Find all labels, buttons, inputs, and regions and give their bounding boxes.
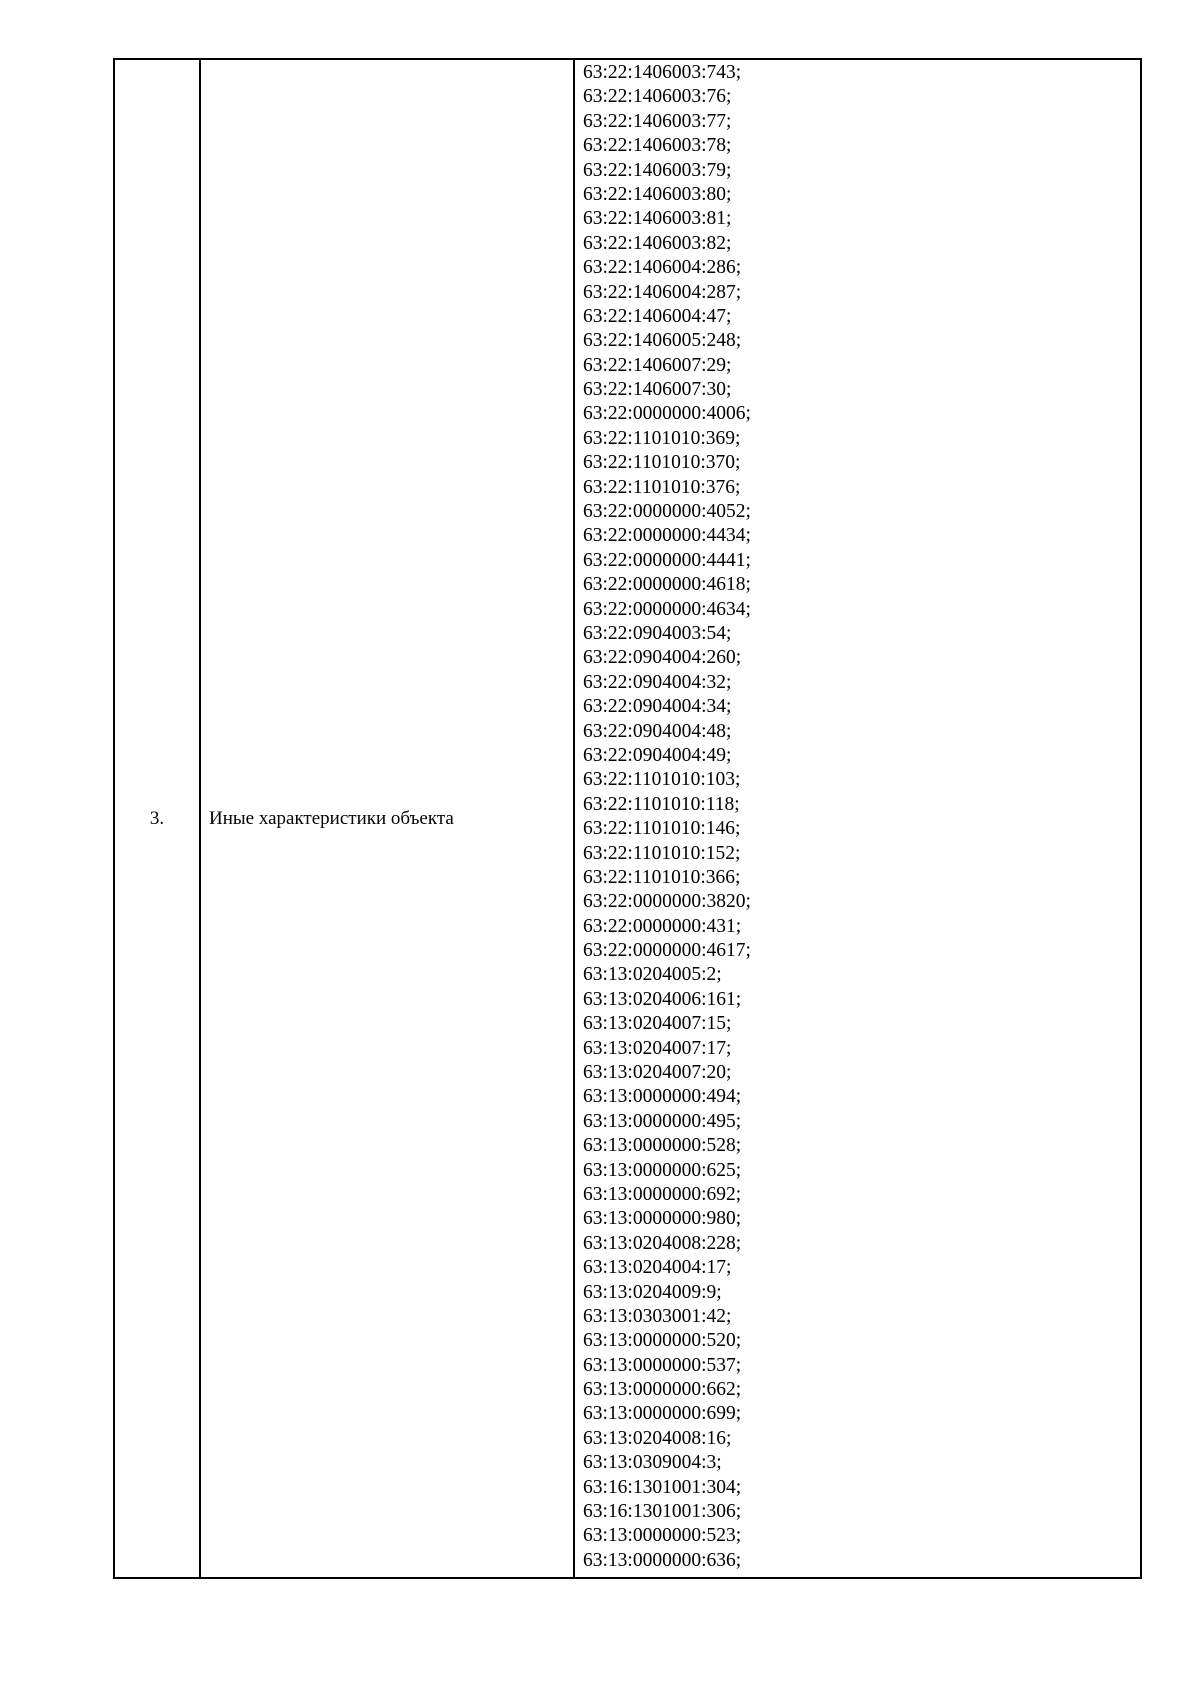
cadastral-number: 63:22:0904004:49; bbox=[583, 744, 732, 766]
cadastral-number: 63:13:0309004:3; bbox=[583, 1452, 722, 1474]
cadastral-number: 63:22:0904003:54; bbox=[583, 622, 732, 644]
cadastral-number: 63:22:1101010:103; bbox=[583, 769, 741, 791]
cadastral-number: 63:13:0000000:699; bbox=[583, 1403, 742, 1425]
cadastral-number: 63:22:1406003:76; bbox=[583, 86, 732, 108]
row-label: Иные характеристики объекта bbox=[209, 807, 454, 829]
cadastral-number: 63:22:1406007:30; bbox=[583, 379, 732, 401]
cadastral-number: 63:22:0000000:4052; bbox=[583, 501, 751, 523]
cadastral-number: 63:13:0303001:42; bbox=[583, 1305, 732, 1327]
cadastral-number: 63:16:1301001:306; bbox=[583, 1501, 742, 1523]
cadastral-numbers-list bbox=[583, 61, 1140, 1573]
row-number-cell bbox=[115, 60, 201, 1577]
cadastral-number: 63:22:1101010:366; bbox=[583, 866, 741, 888]
cadastral-number: 63:22:1406005:248; bbox=[583, 330, 742, 352]
cadastral-number: 63:13:0000000:520; bbox=[583, 1330, 742, 1352]
cadastral-number: 63:22:1406004:47; bbox=[583, 305, 732, 327]
cadastral-number: 63:22:0000000:4441; bbox=[583, 549, 751, 571]
characteristics-table bbox=[113, 58, 1142, 1579]
cadastral-number: 63:22:0904004:32; bbox=[583, 671, 732, 693]
cadastral-number: 63:13:0000000:662; bbox=[583, 1379, 742, 1401]
cadastral-number: 63:13:0204006:161; bbox=[583, 988, 742, 1010]
cadastral-number: 63:13:0204007:17; bbox=[583, 1037, 732, 1059]
cadastral-number: 63:13:0204009:9; bbox=[583, 1281, 722, 1303]
cadastral-number: 63:22:1101010:118; bbox=[583, 793, 740, 815]
cadastral-number: 63:22:1101010:152; bbox=[583, 842, 741, 864]
cadastral-numbers-cell bbox=[575, 60, 1140, 1577]
cadastral-number: 63:22:0000000:431; bbox=[583, 915, 742, 937]
cadastral-number: 63:22:0000000:4634; bbox=[583, 598, 751, 620]
cadastral-number: 63:22:1406004:287; bbox=[583, 281, 742, 303]
cadastral-number: 63:22:1406003:82; bbox=[583, 232, 732, 254]
cadastral-number: 63:13:0204005:2; bbox=[583, 964, 722, 986]
cadastral-number: 63:22:1406003:81; bbox=[583, 208, 732, 230]
cadastral-number: 63:22:0000000:4618; bbox=[583, 574, 751, 596]
cadastral-number: 63:22:1101010:146; bbox=[583, 818, 741, 840]
cadastral-number: 63:22:1101010:376; bbox=[583, 476, 741, 498]
cadastral-number: 63:22:1406007:29; bbox=[583, 354, 732, 376]
cadastral-number: 63:22:0000000:4434; bbox=[583, 525, 751, 547]
cadastral-number: 63:13:0000000:495; bbox=[583, 1110, 742, 1132]
cadastral-number: 63:22:0000000:4006; bbox=[583, 403, 751, 425]
cadastral-number: 63:22:1406003:743; bbox=[583, 62, 742, 83]
cadastral-number: 63:22:0000000:4617; bbox=[583, 940, 751, 962]
cadastral-number: 63:16:1301001:304; bbox=[583, 1476, 742, 1498]
cadastral-number: 63:13:0204007:20; bbox=[583, 1062, 732, 1084]
cadastral-number: 63:22:0000000:3820; bbox=[583, 891, 751, 913]
cadastral-number: 63:22:0904004:260; bbox=[583, 647, 742, 669]
cadastral-number: 63:13:0000000:636; bbox=[583, 1549, 742, 1571]
cadastral-number: 63:13:0204007:15; bbox=[583, 1013, 732, 1035]
cadastral-number: 63:22:1406003:79; bbox=[583, 159, 732, 181]
cadastral-number: 63:22:0904004:34; bbox=[583, 696, 732, 718]
cadastral-number: 63:13:0204008:16; bbox=[583, 1427, 732, 1449]
cadastral-number: 63:13:0000000:494; bbox=[583, 1086, 742, 1108]
cadastral-number: 63:13:0204004:17; bbox=[583, 1257, 732, 1279]
cadastral-number: 63:13:0000000:528; bbox=[583, 1135, 742, 1157]
cadastral-number: 63:22:1101010:369; bbox=[583, 427, 741, 449]
cadastral-number: 63:22:1406003:80; bbox=[583, 183, 732, 205]
cadastral-number: 63:22:1406004:286; bbox=[583, 257, 742, 279]
cadastral-number: 63:22:1406003:78; bbox=[583, 135, 732, 157]
cadastral-number: 63:13:0204008:228; bbox=[583, 1232, 742, 1254]
row-label-cell bbox=[201, 60, 575, 1577]
cadastral-number: 63:22:0904004:48; bbox=[583, 720, 732, 742]
cadastral-number: 63:13:0000000:625; bbox=[583, 1159, 742, 1181]
row-number: 3. bbox=[149, 807, 165, 829]
cadastral-number: 63:22:1101010:370; bbox=[583, 452, 741, 474]
cadastral-number: 63:13:0000000:523; bbox=[583, 1525, 742, 1547]
cadastral-number: 63:13:0000000:980; bbox=[583, 1208, 742, 1230]
cadastral-number: 63:13:0000000:537; bbox=[583, 1354, 742, 1376]
cadastral-number: 63:22:1406003:77; bbox=[583, 110, 732, 132]
cadastral-number: 63:13:0000000:692; bbox=[583, 1183, 742, 1205]
